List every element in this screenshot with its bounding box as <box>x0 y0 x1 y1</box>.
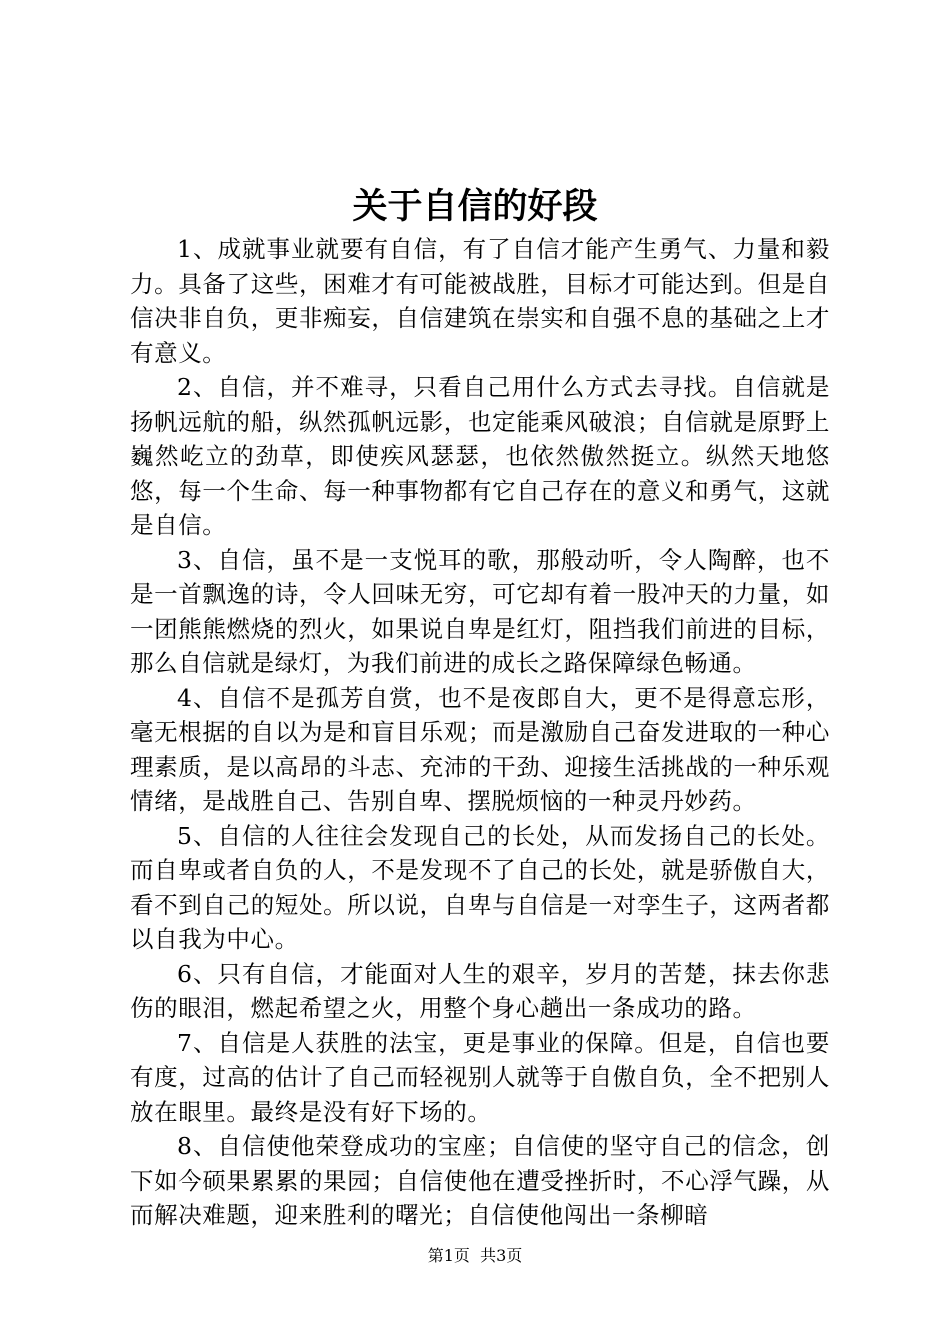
paragraph-1: 1、成就事业就要有自信，有了自信才能产生勇气、力量和毅力。具备了这些，困难才有可能被战胜，目标才可能达到。但是自信决非自负，更非痴妄，自信建筑在崇实和自强不息的基础之上才有意义。 <box>130 235 830 367</box>
document-body <box>130 232 830 1233</box>
paragraph-6: 6、只有自信，才能面对人生的艰辛，岁月的苦楚，抹去你悲伤的眼泪，燃起希望之火，用整个身心趟出一条成功的路。 <box>130 959 830 1022</box>
paragraph-8: 8、自信使他荣登成功的宝座；自信使的坚守自己的信念，创下如今硕果累累的果园；自信使他在遭受挫折时，不心浮气躁，从而解决难题，迎来胜利的曙光；自信使他闯出一条柳暗 <box>130 1132 830 1229</box>
paragraph-4: 4、自信不是孤芳自赏，也不是夜郎自大，更不是得意忘形，毫无根据的自以为是和盲目乐观；而是激励自己奋发进取的一种心理素质，是以高昂的斗志、充沛的干劲、迎接生活挑战的一种乐观情绪，是战胜自己、告别自卑、摆脱烦恼的一种灵丹妙药。 <box>130 683 830 815</box>
page-total: 共3页 <box>480 1246 523 1265</box>
page-number: 第1页 <box>427 1246 470 1265</box>
page-footer <box>0 1244 950 1268</box>
paragraph-5: 5、自信的人往往会发现自己的长处，从而发扬自己的长处。而自卑或者自负的人，不是发现不了自己的长处，就是骄傲自大，看不到自己的短处。所以说，自卑与自信是一对孪生子，这两者都以自我为中心。 <box>130 821 830 953</box>
paragraph-3: 3、自信，虽不是一支悦耳的歌，那般动听，令人陶醉，也不是一首飘逸的诗，令人回味无穷，可它却有着一股冲天的力量，如一团熊熊燃烧的烈火，如果说自卑是红灯，阻挡我们前进的目标，那么自信就是绿灯，为我们前进的成长之路保障绿色畅通。 <box>130 545 830 677</box>
document-title: 关于自信的好段 <box>352 187 598 227</box>
paragraph-7: 7、自信是人获胜的法宝，更是事业的保障。但是，自信也要有度，过高的估计了自己而轻视别人就等于自傲自负，全不把别人放在眼里。最终是没有好下场的。 <box>130 1028 830 1126</box>
paragraph-2: 2、自信，并不难寻，只看自己用什么方式去寻找。自信就是扬帆远航的船，纵然孤帆远影，也定能乘风破浪；自信就是原野上巍然屹立的劲草，即使疾风瑟瑟，也依然傲然挺立。纵然天地悠悠，每一个生命、每一种事物都有它自己存在的意义和勇气，这就是自信。 <box>130 373 830 539</box>
